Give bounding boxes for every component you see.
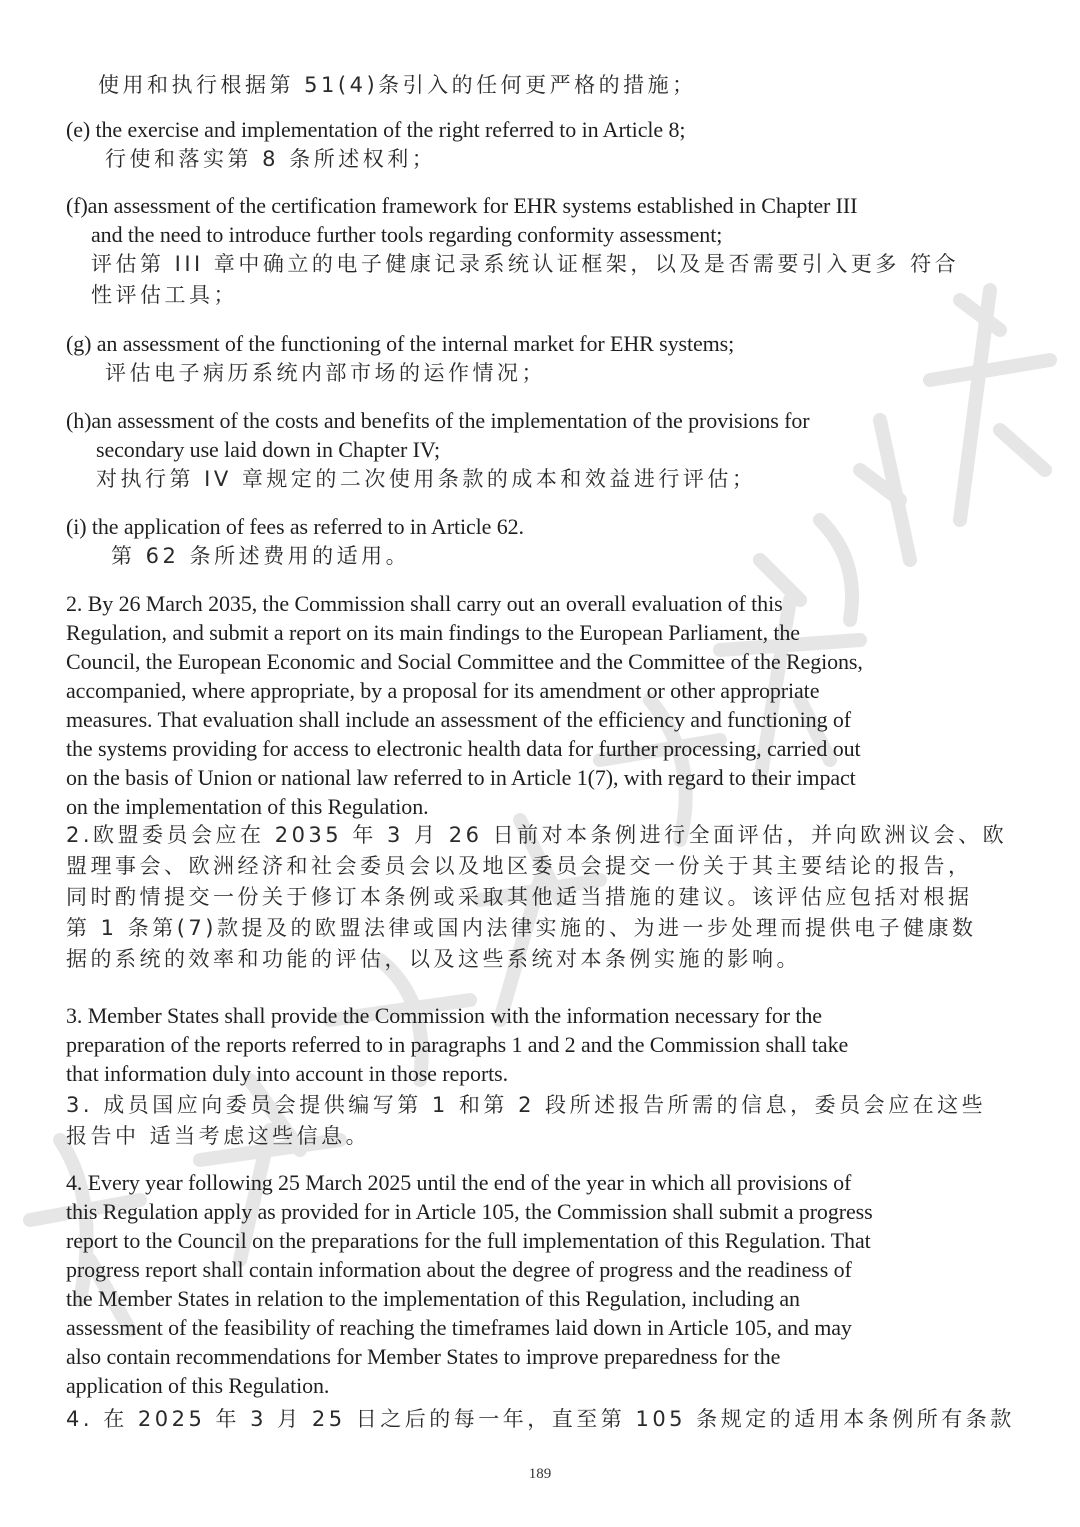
item-e-zh-line: 行使和落实第 8 条所述权利； [105, 147, 437, 171]
para-2-en-line-8: on the implementation of this Regulation. [66, 794, 429, 819]
item-h-en-line-1: (h)an assessment of the costs and benefits of the implementation of the provisions for [66, 408, 810, 433]
para-4-en-line-7: also contain recommendations for Member States to improve preparedness for the [66, 1344, 781, 1369]
paragraph-4-en [0, 1168, 873, 1400]
item-d-zh-line: 使用和执行根据第 51(4)条引入的任何更严格的措施； [98, 73, 697, 97]
para-3-zh-line-2: 报告中 适当考虑这些信息。 [66, 1124, 371, 1148]
para-4-en-line-6: assessment of the feasibility of reaching the timeframes laid down in Article 105, and may [66, 1315, 852, 1340]
item-f-zh-line-2: 性评估工具； [91, 283, 238, 307]
para-4-en-line-8: application of this Regulation. [66, 1373, 330, 1398]
list-item-f [0, 191, 959, 311]
item-g-en-line: (g) an assessment of the functioning of the internal market for EHR systems; [66, 331, 735, 356]
item-i-en-line: (i) the application of fees as referred to in Article 62. [66, 514, 524, 539]
item-h-zh-line: 对执行第 IV 章规定的二次使用条款的成本和效益进行评估； [96, 467, 757, 491]
item-f-en-line-2: and the need to introduce further tools regarding conformity assessment; [91, 222, 723, 247]
para-2-en-line-4: accompanied, where appropriate, by a proposal for its amendment or other appropriate [66, 678, 820, 703]
para-3-en-line-3: that information duly into account in those reports. [66, 1061, 509, 1086]
paragraph-2-zh [0, 820, 1007, 975]
para-2-zh-line-2: 盟理事会、欧洲经济和社会委员会以及地区委员会提交一份关于其主要结论的报告， [66, 854, 973, 878]
para-2-en-line-7: on the basis of Union or national law referred to in Article 1(7), with regard to their impact [66, 765, 856, 790]
list-item-g [0, 329, 734, 389]
list-item-d-tail [0, 70, 697, 101]
list-item-h [0, 406, 810, 495]
para-2-en-line-5: measures. That evaluation shall include an assessment of the efficiency and functioning of [66, 707, 851, 732]
para-3-en-line-2: preparation of the reports referred to in paragraphs 1 and 2 and the Commission shall take [66, 1032, 849, 1057]
para-4-en-line-1: 4. Every year following 25 March 2025 until the end of the year in which all provisions of [66, 1170, 852, 1195]
item-f-zh-line-1: 评估第 III 章中确立的电子健康记录系统认证框架，以及是否需要引入更多 符合 [91, 252, 960, 276]
item-e-en-line: (e) the exercise and implementation of the right referred to in Article 8; [66, 117, 686, 142]
paragraph-3-zh [0, 1090, 986, 1152]
para-4-en-line-4: progress report shall contain information about the degree of progress and the readiness of [66, 1257, 852, 1282]
para-2-en-line-2: Regulation, and submit a report on its main findings to the European Parliament, the [66, 620, 800, 645]
paragraph-4-zh [0, 1404, 1015, 1435]
para-2-zh-line-1: 2.欧盟委员会应在 2035 年 3 月 26 日前对本条例进行全面评估，并向欧洲议会、欧 [66, 823, 1008, 847]
page-number: 189 [528, 1466, 552, 1482]
para-4-en-line-3: report to the Council on the preparations for the full implementation of this Regulation. That [66, 1228, 871, 1253]
para-4-zh-line-1: 4. 在 2025 年 3 月 25 日之后的每一年，直至第 105 条规定的适用本条例所有条款 [66, 1407, 1015, 1431]
para-2-en-line-1: 2. By 26 March 2035, the Commission shall carry out an overall evaluation of this [66, 591, 783, 616]
item-h-en-line-2: secondary use laid down in Chapter IV; [96, 437, 441, 462]
para-4-en-line-2: this Regulation apply as provided for in Article 105, the Commission shall submit a progress [66, 1199, 873, 1224]
paragraph-2-en [0, 589, 863, 821]
para-4-en-line-5: the Member States in relation to the implementation of this Regulation, including an [66, 1286, 800, 1311]
paragraph-3-en [0, 1001, 848, 1088]
item-i-zh-line: 第 62 条所述费用的适用。 [111, 544, 411, 568]
para-3-zh-line-1: 3. 成员国应向委员会提供编写第 1 和第 2 段所述报告所需的信息，委员会应在这些 [66, 1093, 987, 1117]
para-2-zh-line-5: 据的系统的效率和功能的评估，以及这些系统对本条例实施的影响。 [66, 947, 801, 971]
para-2-zh-line-4: 第 1 条第(7)款提及的欧盟法律或国内法律实施的、为进一步处理而提供电子健康数 [66, 916, 977, 940]
item-g-zh-line: 评估电子病历系统内部市场的运作情况； [105, 361, 546, 385]
para-3-en-line-1: 3. Member States shall provide the Commission with the information necessary for the [66, 1003, 822, 1028]
para-2-en-line-6: the systems providing for access to electronic health data for further processing, carried out [66, 736, 861, 761]
list-item-e [0, 115, 685, 175]
para-2-zh-line-3: 同时酌情提交一份关于修订本条例或采取其他适当措施的建议。该评估应包括对根据 [66, 885, 973, 909]
list-item-i [0, 512, 524, 572]
para-2-en-line-3: Council, the European Economic and Social Committee and the Committee of the Regions, [66, 649, 863, 674]
item-f-en-line-1: (f)an assessment of the certification framework for EHR systems established in Chapter III [66, 193, 858, 218]
